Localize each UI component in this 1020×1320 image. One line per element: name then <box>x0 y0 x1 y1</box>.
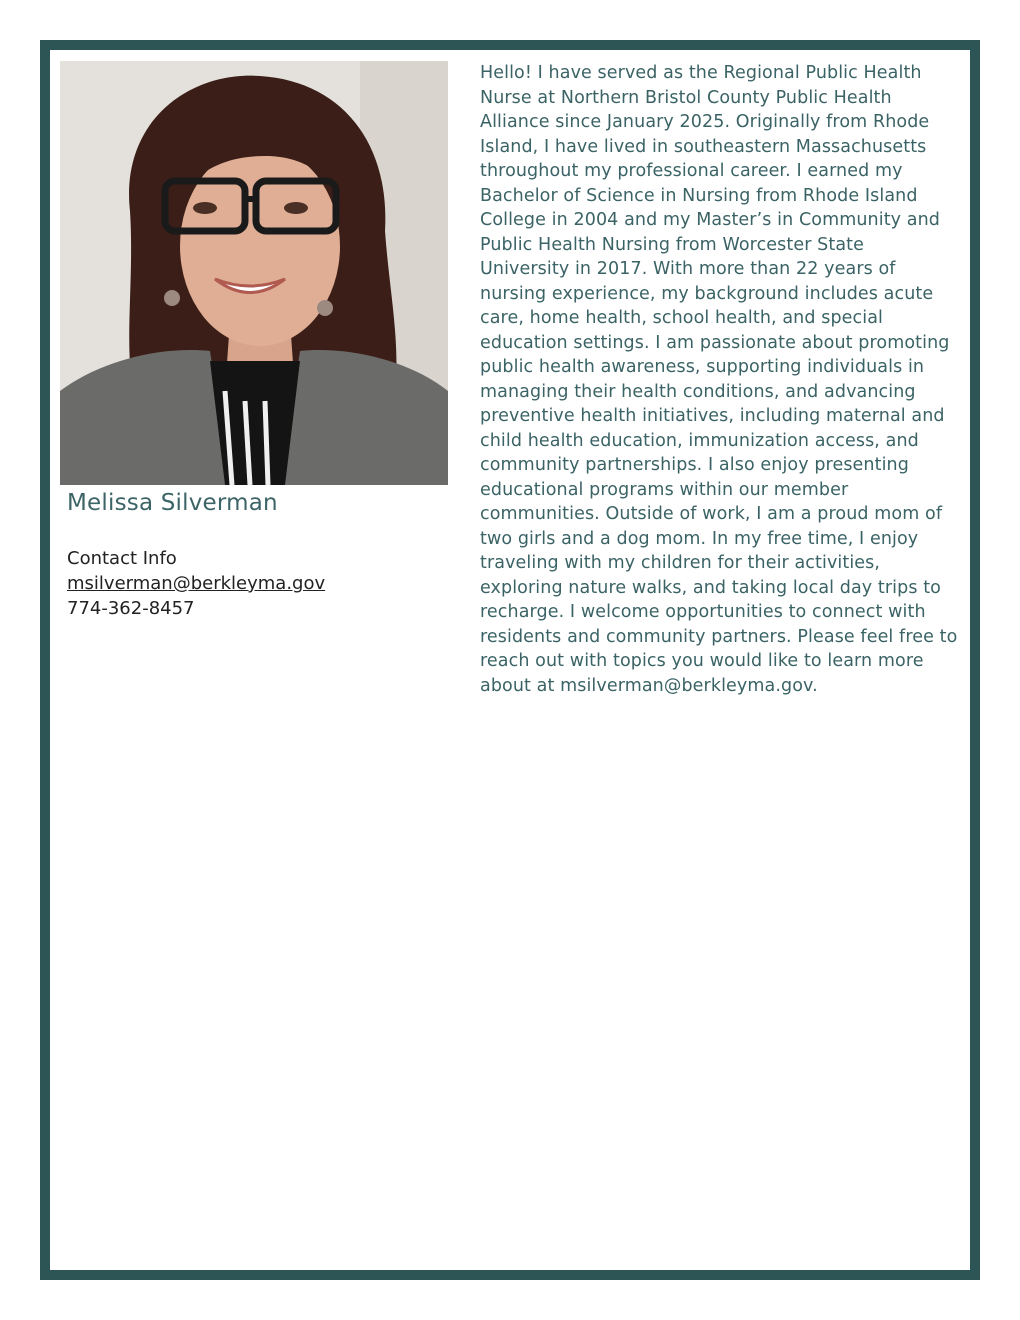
contact-email-link[interactable]: msilverman@berkleyma.gov <box>67 573 326 594</box>
bio-paragraph: Hello! I have served as the Regional Public Health Nurse at Northern Bristol County Public Health Alliance since January 2025. Originally from Rhode Island, I have lived in southeastern Massachusetts throughout my professional career. I earned my Bachelor of Science in Nursing from Rhode Island College in 2004 and my Master’s in Community and Public Health Nursing from Worcester State University in 2017. With more than 22 years of nursing experience, my background includes acute care, home health, school health, and special education settings. I am passionate about promoting public health awareness, supporting individuals in managing their health conditions, and advancing preventive health initiatives, including maternal and child health education, immunization access, and community partnerships. I also enjoy presenting educational programs within our member communities. Outside of work, I am a proud mom of two girls and a dog mom. In my free time, I enjoy traveling with my children for their activities, exploring nature walks, and taking local day trips to recharge. I welcome opportunities to connect with residents and community partners. Please feel free to reach out with topics you would like to learn more about at msilverman@berkleyma.gov. <box>480 63 958 696</box>
contact-heading: Contact Info <box>67 548 177 569</box>
person-name: Melissa Silverman <box>67 490 278 516</box>
contact-phone: 774-362-8457 <box>67 598 195 619</box>
profile-photo <box>60 61 448 485</box>
